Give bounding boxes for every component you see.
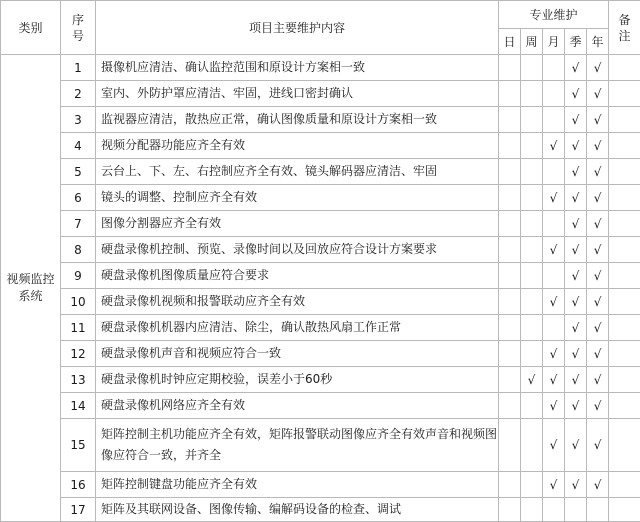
row-number: 10 — [61, 289, 96, 315]
table-row — [1, 419, 640, 472]
row-content: 视频分配器功能应齐全有效 — [96, 133, 499, 159]
row-number: 15 — [61, 419, 96, 472]
check-day — [499, 263, 521, 289]
check-week — [521, 237, 543, 263]
check-month — [543, 81, 565, 107]
row-number: 13 — [61, 367, 96, 393]
row-content: 室内、外防护罩应清洁、牢固，进线口密封确认 — [96, 81, 499, 107]
check-day — [499, 81, 521, 107]
check-week: √ — [521, 367, 543, 393]
check-quarter: √ — [565, 472, 587, 498]
row-content: 监视器应清洁，散热应正常，确认图像质量和原设计方案相一致 — [96, 107, 499, 133]
header-month: 月 — [543, 29, 565, 55]
check-month — [543, 263, 565, 289]
row-remarks — [609, 393, 640, 419]
table-row — [1, 341, 640, 367]
header-professional: 专业维护 — [499, 1, 609, 29]
row-number: 8 — [61, 237, 96, 263]
row-content: 硬盘录像机机器内应清洁、除尘，确认散热风扇工作正常 — [96, 315, 499, 341]
check-year: √ — [587, 263, 609, 289]
check-week — [521, 81, 543, 107]
check-month: √ — [543, 419, 565, 472]
check-day — [499, 419, 521, 472]
row-number: 14 — [61, 393, 96, 419]
check-day — [499, 393, 521, 419]
table-row — [1, 263, 640, 289]
row-remarks — [609, 159, 640, 185]
row-number: 3 — [61, 107, 96, 133]
check-month: √ — [543, 289, 565, 315]
row-number: 12 — [61, 341, 96, 367]
row-content: 矩阵控制键盘功能应齐全有效 — [96, 472, 499, 498]
row-number: 9 — [61, 263, 96, 289]
row-content: 硬盘录像机时钟应定期校验，误差小于60秒 — [96, 367, 499, 393]
check-year: √ — [587, 367, 609, 393]
row-content: 镜头的调整、控制应齐全有效 — [96, 185, 499, 211]
check-day — [499, 472, 521, 498]
table-row — [1, 81, 640, 107]
table-row — [1, 211, 640, 237]
check-day — [499, 185, 521, 211]
row-remarks — [609, 81, 640, 107]
check-quarter: √ — [565, 211, 587, 237]
check-quarter: √ — [565, 185, 587, 211]
check-week — [521, 289, 543, 315]
check-week — [521, 185, 543, 211]
check-day — [499, 55, 521, 81]
check-day — [499, 133, 521, 159]
row-number: 4 — [61, 133, 96, 159]
check-month: √ — [543, 237, 565, 263]
check-month — [543, 498, 565, 522]
row-content: 图像分割器应齐全有效 — [96, 211, 499, 237]
check-quarter: √ — [565, 133, 587, 159]
check-week — [521, 393, 543, 419]
check-day — [499, 159, 521, 185]
row-remarks — [609, 263, 640, 289]
check-month — [543, 211, 565, 237]
check-year: √ — [587, 472, 609, 498]
row-remarks — [609, 211, 640, 237]
check-day — [499, 315, 521, 341]
table-row — [1, 498, 640, 522]
row-remarks — [609, 133, 640, 159]
check-month: √ — [543, 341, 565, 367]
check-week — [521, 107, 543, 133]
check-month — [543, 315, 565, 341]
check-year: √ — [587, 55, 609, 81]
row-remarks — [609, 185, 640, 211]
row-number: 17 — [61, 498, 96, 522]
check-month: √ — [543, 367, 565, 393]
check-quarter: √ — [565, 341, 587, 367]
row-number: 6 — [61, 185, 96, 211]
check-day — [499, 341, 521, 367]
row-content: 矩阵及其联网设备、图像传输、编解码设备的检查、调试 — [96, 498, 499, 522]
check-week — [521, 159, 543, 185]
header-row-1 — [1, 1, 640, 29]
table-body — [1, 55, 640, 522]
check-year: √ — [587, 289, 609, 315]
header-remarks — [609, 1, 640, 55]
row-remarks — [609, 107, 640, 133]
header-number — [61, 1, 96, 55]
table-row — [1, 472, 640, 498]
category-cell — [1, 55, 61, 522]
table-row — [1, 315, 640, 341]
check-year: √ — [587, 341, 609, 367]
table-row — [1, 133, 640, 159]
check-quarter: √ — [565, 289, 587, 315]
row-number: 1 — [61, 55, 96, 81]
table-row — [1, 367, 640, 393]
row-number: 7 — [61, 211, 96, 237]
header-day: 日 — [499, 29, 521, 55]
check-week — [521, 315, 543, 341]
header-number-text: 序号 — [72, 12, 85, 44]
check-week — [521, 498, 543, 522]
check-quarter — [565, 498, 587, 522]
check-day — [499, 498, 521, 522]
check-quarter: √ — [565, 81, 587, 107]
check-day — [499, 289, 521, 315]
row-remarks — [609, 289, 640, 315]
table-row — [1, 393, 640, 419]
row-remarks — [609, 419, 640, 472]
check-month: √ — [543, 393, 565, 419]
row-remarks — [609, 341, 640, 367]
check-quarter: √ — [565, 367, 587, 393]
table-row — [1, 185, 640, 211]
header-category: 类别 — [1, 1, 61, 55]
row-content: 矩阵控制主机功能应齐全有效，矩阵报警联动图像应齐全有效声音和视频图像应符合一致，并齐全 — [96, 419, 499, 472]
check-year: √ — [587, 81, 609, 107]
check-year: √ — [587, 159, 609, 185]
table-row — [1, 237, 640, 263]
check-week — [521, 472, 543, 498]
check-year: √ — [587, 419, 609, 472]
row-content: 硬盘录像机网络应齐全有效 — [96, 393, 499, 419]
header-quarter: 季 — [565, 29, 587, 55]
row-number: 11 — [61, 315, 96, 341]
check-quarter: √ — [565, 393, 587, 419]
row-remarks — [609, 472, 640, 498]
row-remarks — [609, 237, 640, 263]
header-content: 项目主要维护内容 — [96, 1, 499, 55]
check-quarter: √ — [565, 237, 587, 263]
category-text: 视频监控系统 — [6, 271, 56, 305]
check-month — [543, 107, 565, 133]
table-row — [1, 289, 640, 315]
row-number: 16 — [61, 472, 96, 498]
check-month — [543, 159, 565, 185]
check-year: √ — [587, 393, 609, 419]
check-year: √ — [587, 211, 609, 237]
check-quarter: √ — [565, 419, 587, 472]
row-number: 2 — [61, 81, 96, 107]
row-remarks — [609, 55, 640, 81]
check-quarter: √ — [565, 159, 587, 185]
check-day — [499, 211, 521, 237]
check-week — [521, 263, 543, 289]
check-year — [587, 498, 609, 522]
check-year: √ — [587, 133, 609, 159]
check-month: √ — [543, 185, 565, 211]
check-week — [521, 419, 543, 472]
check-quarter: √ — [565, 263, 587, 289]
check-week — [521, 341, 543, 367]
check-month: √ — [543, 133, 565, 159]
row-content: 摄像机应清洁、确认监控范围和原设计方案相一致 — [96, 55, 499, 81]
check-day — [499, 107, 521, 133]
row-content: 硬盘录像机控制、预览、录像时间以及回放应符合设计方案要求 — [96, 237, 499, 263]
row-remarks — [609, 315, 640, 341]
check-day — [499, 237, 521, 263]
table-row — [1, 159, 640, 185]
header-week: 周 — [521, 29, 543, 55]
check-year: √ — [587, 185, 609, 211]
check-year: √ — [587, 107, 609, 133]
check-month: √ — [543, 472, 565, 498]
check-year: √ — [587, 315, 609, 341]
check-quarter: √ — [565, 107, 587, 133]
row-remarks — [609, 498, 640, 522]
check-year: √ — [587, 237, 609, 263]
row-content: 硬盘录像机图像质量应符合要求 — [96, 263, 499, 289]
check-week — [521, 211, 543, 237]
row-content: 硬盘录像机声音和视频应符合一致 — [96, 341, 499, 367]
check-quarter: √ — [565, 315, 587, 341]
row-content: 硬盘录像机视频和报警联动应齐全有效 — [96, 289, 499, 315]
check-month — [543, 55, 565, 81]
table-row — [1, 107, 640, 133]
check-week — [521, 55, 543, 81]
header-remarks-text: 备注 — [618, 12, 631, 44]
check-day — [499, 367, 521, 393]
row-remarks — [609, 367, 640, 393]
row-number: 5 — [61, 159, 96, 185]
check-week — [521, 133, 543, 159]
check-quarter: √ — [565, 55, 587, 81]
table-row — [1, 55, 640, 81]
row-content: 云台上、下、左、右控制应齐全有效、镜头解码器应清洁、牢固 — [96, 159, 499, 185]
header-year: 年 — [587, 29, 609, 55]
